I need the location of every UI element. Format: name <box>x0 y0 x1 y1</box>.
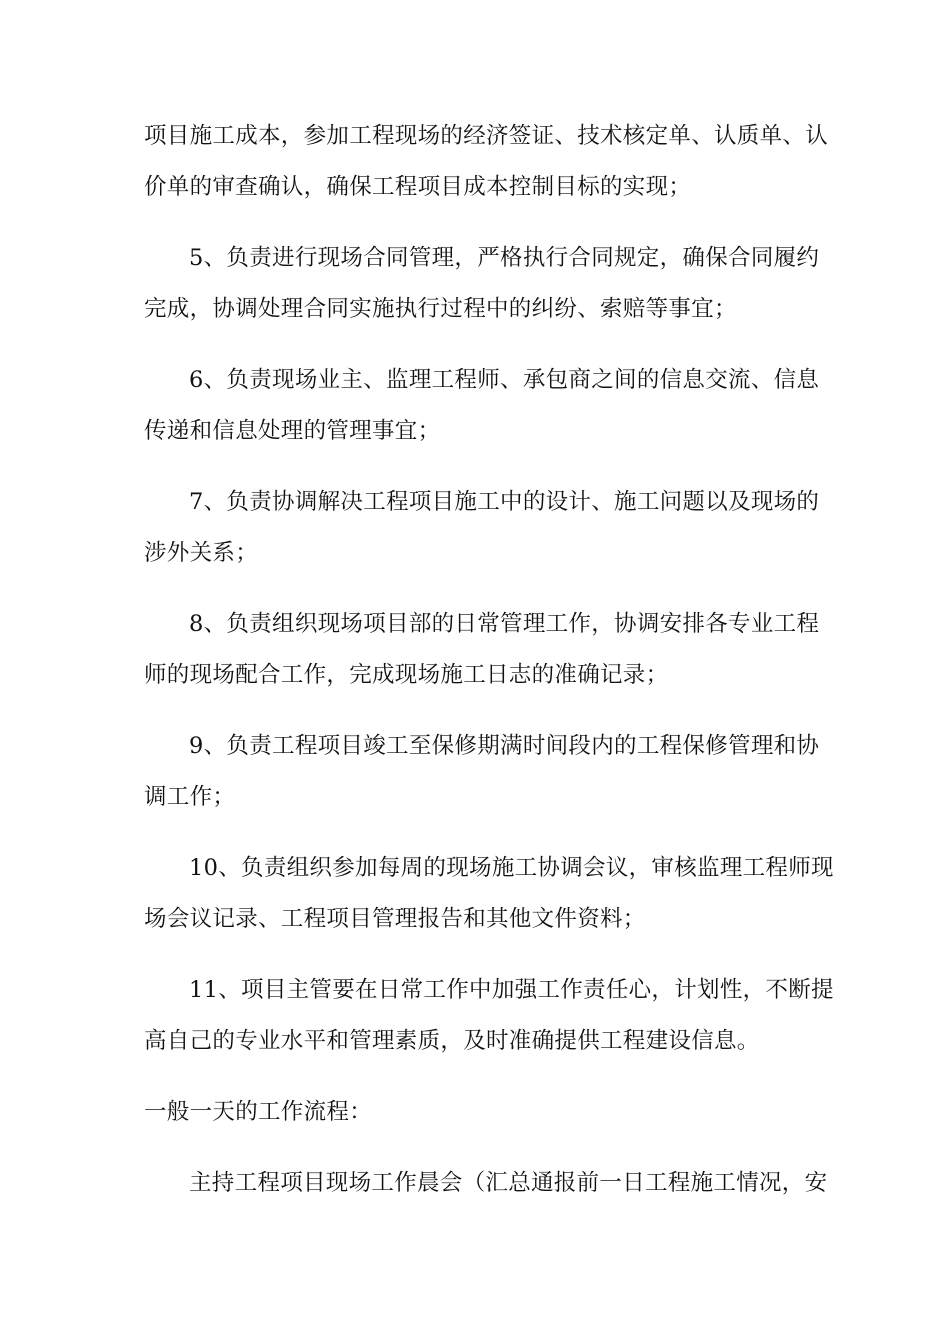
text-line: 7、负责协调解决工程项目施工中的设计、施工问题以及现场的 <box>189 489 820 515</box>
text-line: 9、负责工程项目竣工至保修期满时间段内的工程保修管理和协 <box>189 733 820 759</box>
text-line: 8、负责组织现场项目部的日常管理工作，协调安排各专业工程 <box>189 611 820 637</box>
text-line: 传递和信息处理的管理事宜； <box>144 418 441 444</box>
text-line: 项目施工成本，参加工程现场的经济签证、技术核定单、认质单、认 <box>144 123 829 149</box>
text-line: 高自己的专业水平和管理素质，及时准确提供工程建设信息。 <box>144 1028 760 1054</box>
text-line: 调工作； <box>144 784 236 810</box>
text-line: 主持工程项目现场工作晨会（汇总通报前一日工程施工情况，安 <box>189 1170 828 1196</box>
text-line: 价单的审查确认，确保工程项目成本控制目标的实现； <box>144 174 692 200</box>
text-line: 10、负责组织参加每周的现场施工协调会议，审核监理工程师现 <box>189 855 834 881</box>
text-line: 11、项目主管要在日常工作中加强工作责任心，计划性，不断提 <box>189 977 834 1003</box>
text-line: 5、负责进行现场合同管理，严格执行合同规定，确保合同履约 <box>189 245 820 271</box>
text-line: 6、负责现场业主、监理工程师、承包商之间的信息交流、信息 <box>189 367 820 393</box>
text-line: 师的现场配合工作，完成现场施工日志的准确记录； <box>144 662 669 688</box>
text-line: 完成，协调处理合同实施执行过程中的纠纷、索赔等事宜； <box>144 296 737 322</box>
text-line: 涉外关系； <box>144 540 259 566</box>
text-line: 场会议记录、工程项目管理报告和其他文件资料； <box>144 906 646 932</box>
section-heading: 一般一天的工作流程： <box>144 1099 373 1125</box>
